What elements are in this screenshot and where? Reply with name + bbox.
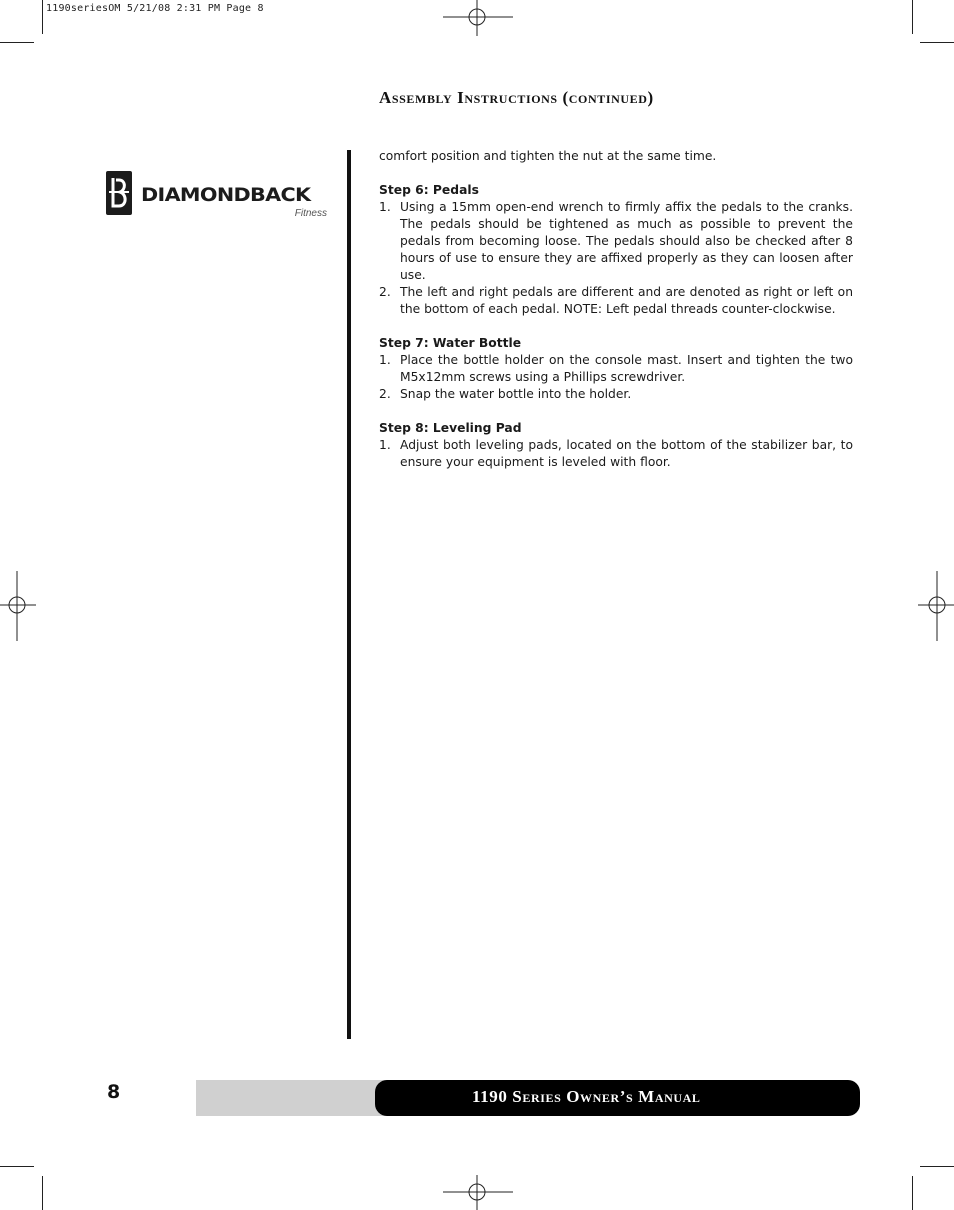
- crop-mark: [42, 0, 43, 34]
- step-title: Step 6: Pedals: [379, 183, 479, 197]
- crop-mark: [912, 0, 913, 34]
- column-divider: [347, 150, 351, 1039]
- footer-bar: [375, 1080, 860, 1116]
- step-leveling-pad: [379, 420, 853, 471]
- step-list: [379, 437, 853, 471]
- logo-subtitle: Fitness: [294, 208, 327, 219]
- crop-mark: [912, 1176, 913, 1210]
- intro-text: comfort position and tighten the nut at the same time.: [379, 149, 717, 163]
- item-text: Using a 15mm open-end wrench to firmly affix the pedals to the cranks. The pedals should be tightened as much as possible to prevent the pedals from becoming loose. The pedals should also be checked after 8 hours of use to ensure they are affixed properly as they can loosen after use.: [400, 200, 853, 282]
- list-item: [379, 199, 853, 284]
- list-item: [379, 437, 853, 471]
- logo-wordmark: DIAMONDBACK: [141, 185, 311, 206]
- crop-mark: [0, 42, 34, 43]
- list-item: [379, 386, 853, 403]
- print-slug: 1190seriesOM 5/21/08 2:31 PM Page 8: [46, 3, 264, 14]
- list-item: [379, 352, 853, 386]
- registration-mark-icon: [0, 571, 36, 641]
- crop-mark: [920, 42, 954, 43]
- item-text: Place the bottle holder on the console mast. Insert and tighten the two M5x12mm screws using a Phillips screwdriver.: [400, 353, 853, 384]
- diamondback-logo-icon: [105, 170, 133, 216]
- brand-logo: [105, 170, 327, 222]
- step-water-bottle: [379, 335, 853, 403]
- item-number: 1.: [379, 200, 391, 214]
- crop-mark: [0, 1166, 34, 1167]
- item-text: The left and right pedals are different and are denoted as right or left on the bottom of each pedal. NOTE: Left pedal threads counter-clockwise.: [400, 285, 853, 316]
- section-title: Assembly Instructions (continued): [379, 88, 654, 107]
- list-item: [379, 284, 853, 318]
- item-number: 1.: [379, 438, 391, 452]
- item-text: Snap the water bottle into the holder.: [400, 387, 632, 401]
- item-number: 2.: [379, 387, 391, 401]
- step-pedals: [379, 182, 853, 318]
- instructions-body: [379, 148, 853, 471]
- footer-title: 1190 Series Owner’s Manual: [472, 1087, 701, 1106]
- crop-mark: [920, 1166, 954, 1167]
- item-number: 1.: [379, 353, 391, 367]
- step-list: [379, 352, 853, 403]
- step-title: Step 8: Leveling Pad: [379, 421, 522, 435]
- crop-mark: [42, 1176, 43, 1210]
- registration-mark-icon: [443, 1175, 513, 1210]
- item-text: Adjust both leveling pads, located on the bottom of the stabilizer bar, to ensure your equipment is leveled with floor.: [400, 438, 853, 469]
- step-title: Step 7: Water Bottle: [379, 336, 522, 350]
- registration-mark-icon: [918, 571, 954, 641]
- page-number: 8: [107, 1081, 121, 1103]
- item-number: 2.: [379, 285, 391, 299]
- registration-mark-icon: [443, 0, 513, 36]
- step-list: [379, 199, 853, 318]
